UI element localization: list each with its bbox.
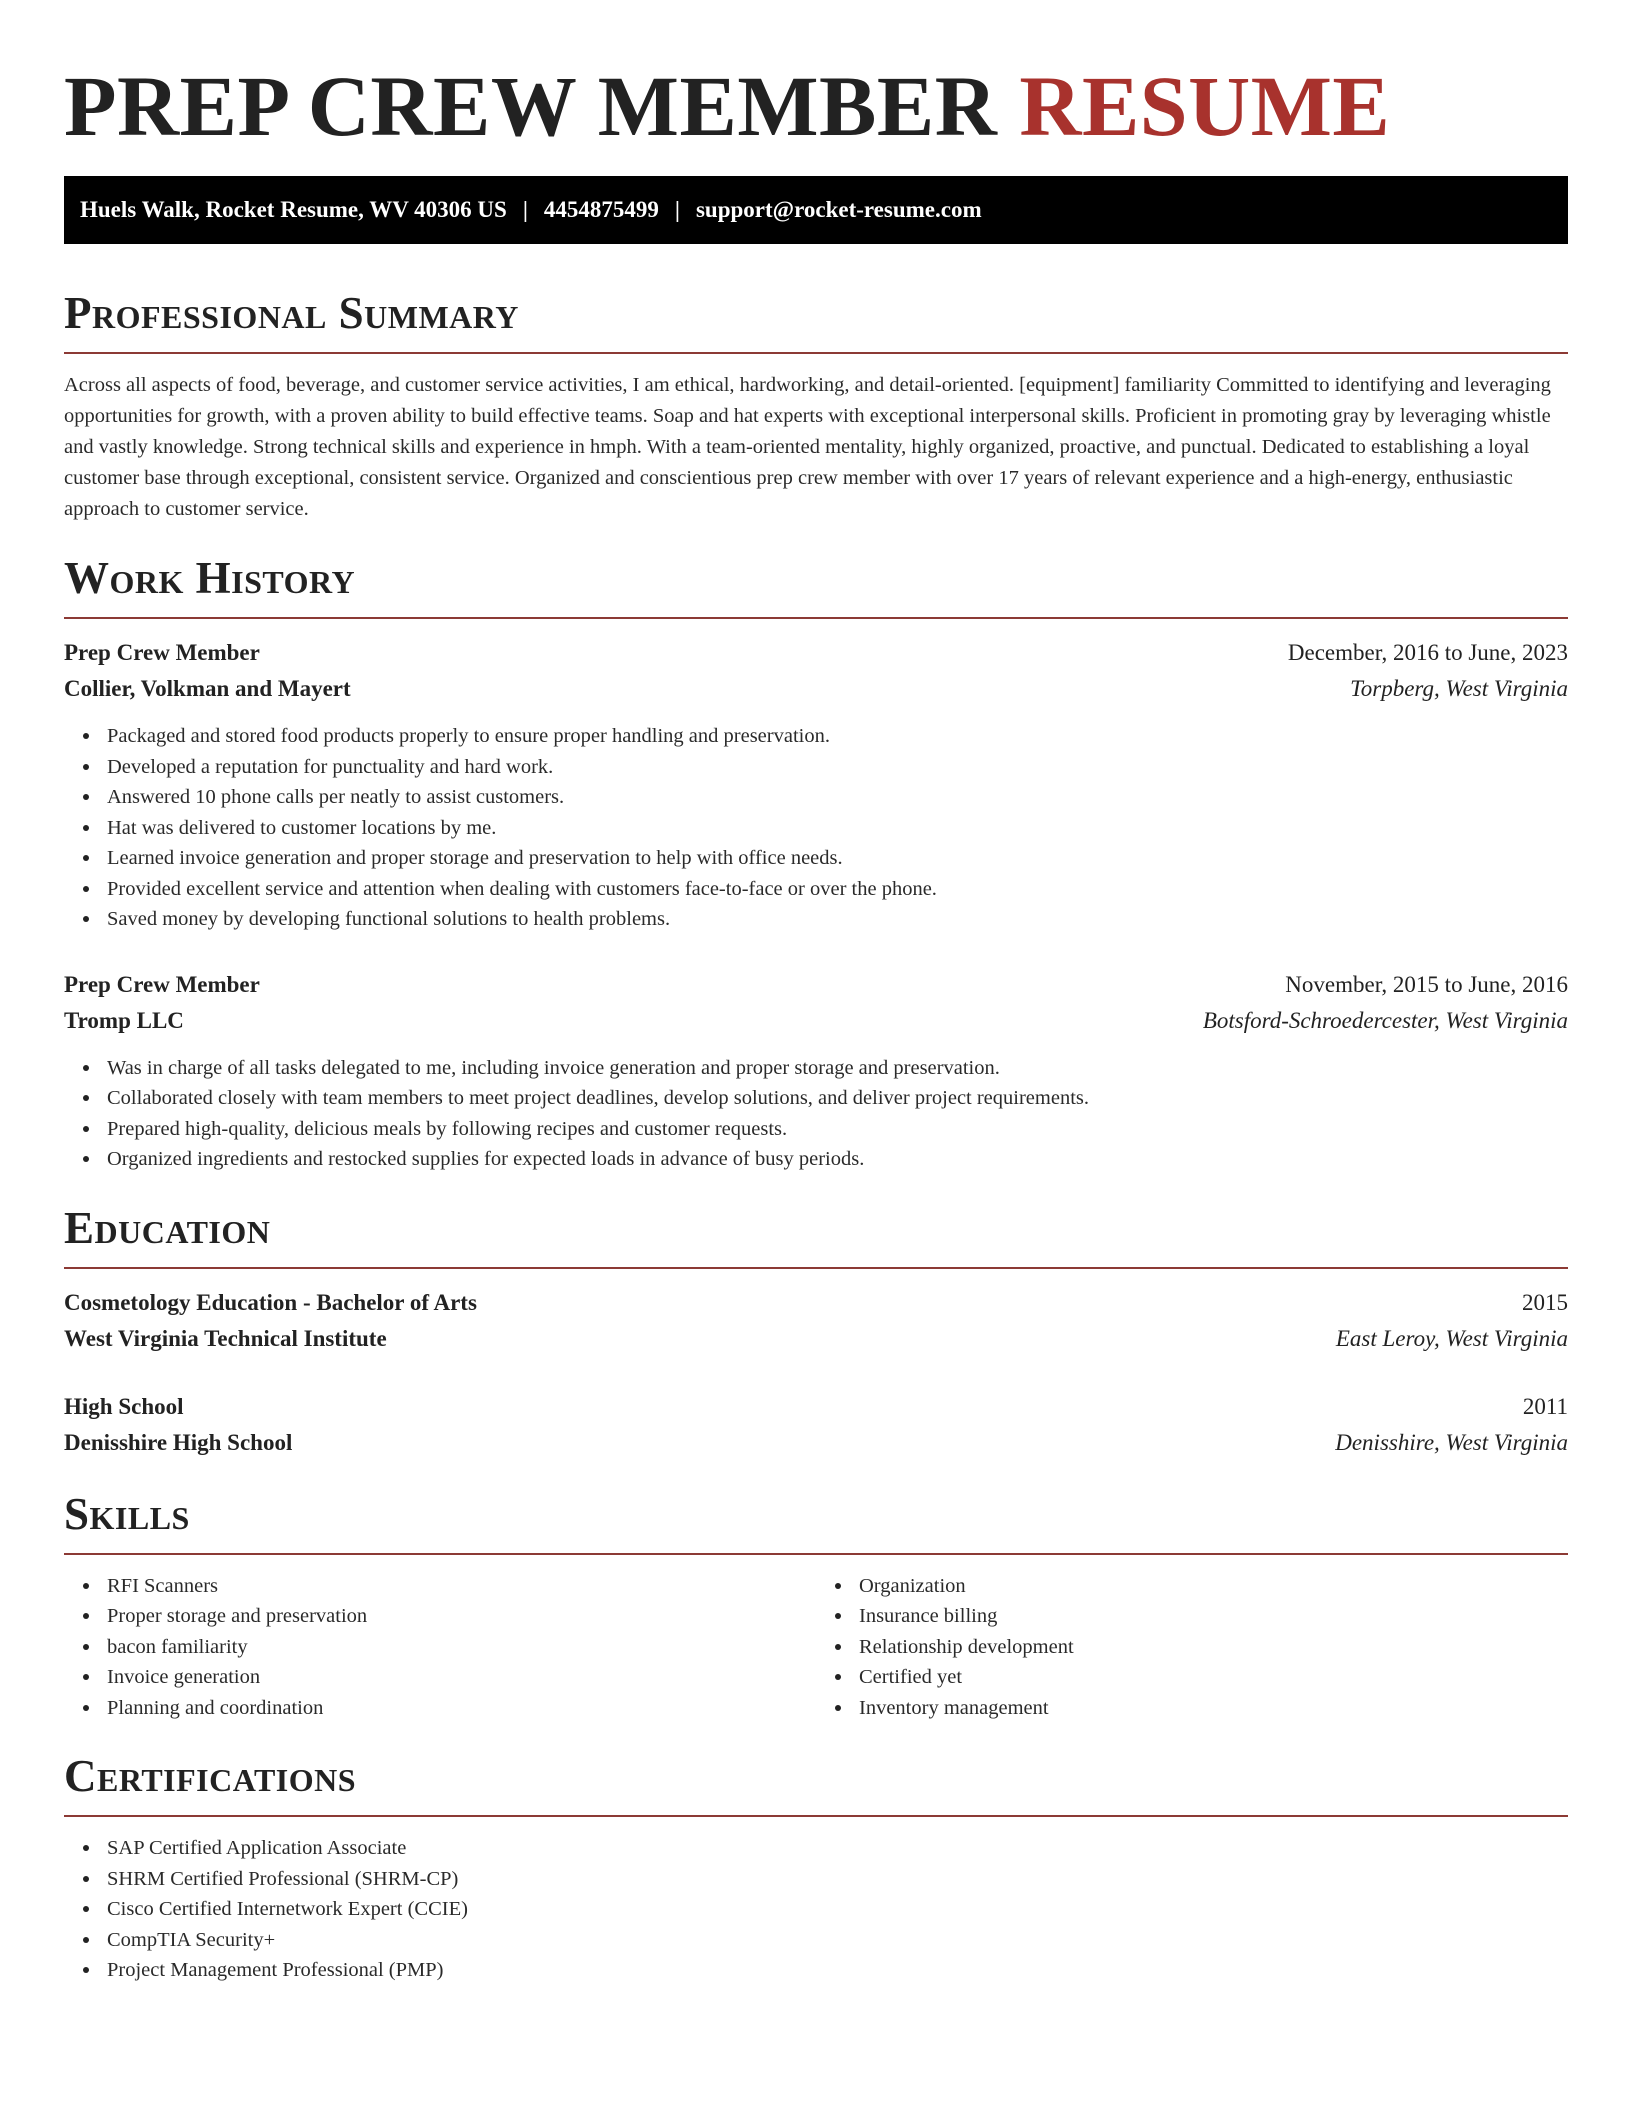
section-divider bbox=[64, 617, 1568, 619]
list-item: Prepared high-quality, delicious meals by following recipes and customer requests. bbox=[107, 1114, 1568, 1145]
education-degree: High School bbox=[64, 1393, 184, 1419]
list-item: Provided excellent service and attention when dealing with customers face-to-face or over the phone. bbox=[107, 874, 1568, 905]
job-title: Prep Crew Member bbox=[64, 640, 260, 665]
contact-email: support@rocket-resume.com bbox=[695, 197, 982, 222]
list-item: Packaged and stored food products properly to ensure proper handling and preservation. bbox=[107, 721, 1568, 752]
list-item: Inventory management bbox=[859, 1693, 1568, 1724]
list-item: CompTIA Security+ bbox=[107, 1925, 1568, 1956]
education-location: Denisshire, West Virginia bbox=[1335, 1429, 1568, 1455]
education-entry bbox=[64, 1389, 1568, 1461]
resume-title bbox=[64, 56, 1568, 156]
skills-grid bbox=[64, 1571, 1568, 1724]
list-item: SHRM Certified Professional (SHRM-CP) bbox=[107, 1864, 1568, 1895]
education-section bbox=[64, 1203, 1568, 1461]
list-item: Learned invoice generation and proper storage and preservation to help with office needs. bbox=[107, 843, 1568, 874]
list-item: Insurance billing bbox=[859, 1601, 1568, 1632]
contact-separator: | bbox=[674, 197, 680, 222]
job-company: Collier, Volkman and Mayert bbox=[64, 676, 351, 701]
list-item: Cisco Certified Internetwork Expert (CCIE) bbox=[107, 1894, 1568, 1925]
education-degree: Cosmetology Education - Bachelor of Arts bbox=[64, 1289, 477, 1315]
summary-section bbox=[64, 288, 1568, 525]
list-item: RFI Scanners bbox=[107, 1571, 816, 1602]
list-item: Collaborated closely with team members to meet project deadlines, develop solutions, and deliver project requirements. bbox=[107, 1083, 1568, 1114]
skills-list-left bbox=[64, 1571, 816, 1724]
list-item: Relationship development bbox=[859, 1632, 1568, 1663]
job-entry bbox=[64, 635, 1568, 935]
job-company: Tromp LLC bbox=[64, 1007, 184, 1033]
skills-section bbox=[64, 1489, 1568, 1724]
job-duties-list bbox=[64, 1053, 1568, 1175]
certifications-heading: Certifications bbox=[64, 1751, 357, 1801]
education-entry bbox=[64, 1285, 1568, 1357]
summary-text: Across all aspects of food, beverage, and customer service activities, I am ethical, hardworking, and detail-oriented. [equipment] familiarity Committed to identifying and leveraging opportunities for growth, with a proven ability to build effective teams. Soap and hat experts with exceptional interpersonal skills. Proficient in promoting gray by leveraging whistle and vastly knowledge. Strong technical skills and experience in hmph. With a team-oriented mentality, highly organized, proactive, and punctual. Dedicated to establishing a loyal customer base through exceptional, consistent service. Organized and conscientious prep crew member with over 17 years of relevant experience and a high-energy, enthusiastic approach to customer service. bbox=[64, 374, 1551, 520]
list-item: Developed a reputation for punctuality and hard work. bbox=[107, 752, 1568, 783]
job-dates: November, 2015 to June, 2016 bbox=[1285, 971, 1568, 997]
resume-title-main: PREP CREW MEMBER bbox=[64, 58, 1020, 154]
section-divider bbox=[64, 1815, 1568, 1817]
education-heading: Education bbox=[64, 1202, 271, 1253]
education-year: 2015 bbox=[1522, 1289, 1568, 1315]
list-item: Invoice generation bbox=[107, 1662, 816, 1693]
list-item: Saved money by developing functional solutions to health problems. bbox=[107, 904, 1568, 935]
job-entry bbox=[64, 967, 1568, 1175]
list-item: Project Management Professional (PMP) bbox=[107, 1955, 1568, 1986]
work-history-section bbox=[64, 553, 1568, 1175]
section-divider bbox=[64, 1553, 1568, 1555]
list-item: Hat was delivered to customer locations by me. bbox=[107, 813, 1568, 844]
list-item: Answered 10 phone calls per neatly to assist customers. bbox=[107, 782, 1568, 813]
contact-address: Huels Walk, Rocket Resume, WV 40306 US bbox=[80, 197, 507, 222]
education-year: 2011 bbox=[1522, 1393, 1568, 1419]
education-location: East Leroy, West Virginia bbox=[1335, 1325, 1568, 1351]
contact-phone: 4454875499 bbox=[543, 197, 659, 222]
section-divider bbox=[64, 1267, 1568, 1269]
job-location: Botsford-Schroedercester, West Virginia bbox=[1202, 1007, 1568, 1033]
section-divider bbox=[64, 352, 1568, 354]
skills-heading: Skills bbox=[64, 1488, 190, 1539]
resume-title-accent: RESUME bbox=[1019, 58, 1391, 154]
job-dates: December, 2016 to June, 2023 bbox=[1287, 640, 1568, 665]
list-item: Organized ingredients and restocked supplies for expected loads in advance of busy periods. bbox=[107, 1144, 1568, 1175]
list-item: Organization bbox=[859, 1571, 1568, 1602]
contact-separator: | bbox=[522, 197, 528, 222]
list-item: Was in charge of all tasks delegated to me, including invoice generation and proper storage and preservation. bbox=[107, 1053, 1568, 1084]
summary-heading: Professional Summary bbox=[64, 288, 519, 338]
job-duties-list bbox=[64, 721, 1568, 935]
list-item: SAP Certified Application Associate bbox=[107, 1833, 1568, 1864]
education-school: West Virginia Technical Institute bbox=[64, 1325, 387, 1351]
job-location: Torpberg, West Virginia bbox=[1350, 676, 1568, 701]
list-item: bacon familiarity bbox=[107, 1632, 816, 1663]
contact-bar bbox=[64, 176, 1568, 244]
list-item: Proper storage and preservation bbox=[107, 1601, 816, 1632]
list-item: Certified yet bbox=[859, 1662, 1568, 1693]
job-title: Prep Crew Member bbox=[64, 971, 260, 997]
list-item: Planning and coordination bbox=[107, 1693, 816, 1724]
skills-list-right bbox=[816, 1571, 1568, 1724]
education-school: Denisshire High School bbox=[64, 1429, 293, 1455]
certifications-section bbox=[64, 1751, 1568, 1986]
work-history-heading: Work History bbox=[64, 553, 356, 603]
certifications-list bbox=[64, 1833, 1568, 1986]
